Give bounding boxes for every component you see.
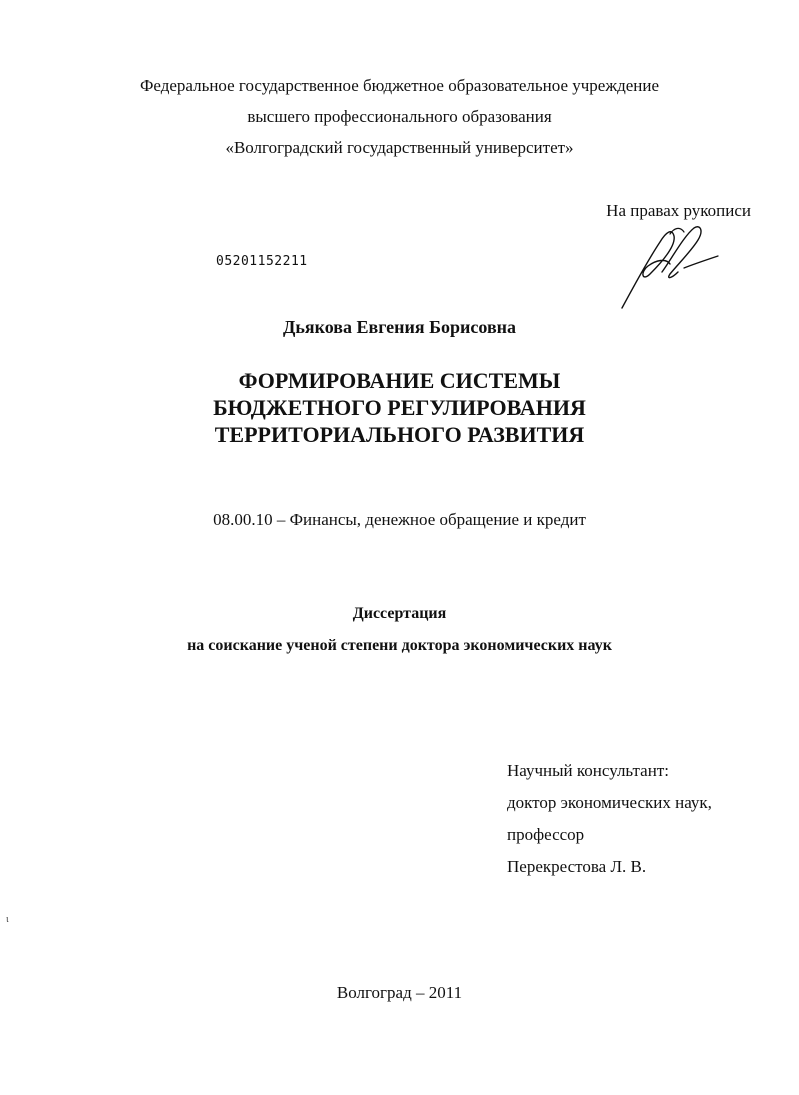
institution-line-2: высшего профессионального образования (247, 107, 552, 126)
title-line-1: ФОРМИРОВАНИЕ СИСТЕМЫ (238, 368, 561, 393)
institution-line-3: «Волгоградский государственный университет» (225, 138, 574, 157)
specialty: 08.00.10 – Финансы, денежное обращение и кредит (213, 510, 586, 529)
dissertation-degree: на соискание ученой степени доктора экономических наук (187, 637, 612, 654)
consultant-name: Перекрестова Л. В. (507, 857, 647, 876)
consultant-rank: профессор (507, 825, 585, 844)
registration-code: 05201152211 (216, 254, 308, 269)
title-line-3: ТЕРРИТОРИАЛЬНОГО РАЗВИТИЯ (214, 422, 585, 447)
city-year: Волгоград – 2011 (336, 983, 463, 1002)
consultant-degree: доктор экономических наук, (507, 793, 712, 812)
title-line-2: БЮДЖЕТНОГО РЕГУЛИРОВАНИЯ (213, 395, 586, 420)
author-name: Дьякова Евгения Борисовна (282, 317, 517, 337)
scan-mark: ι (6, 914, 9, 925)
institution-line-1: Федеральное государственное бюджетное образовательное учреждение (139, 76, 660, 95)
signature-icon (614, 222, 724, 312)
dissertation-heading: Диссертация (352, 605, 447, 622)
consultant-label: Научный консультант: (507, 761, 669, 780)
rights-note: На правах рукописи (606, 201, 751, 220)
